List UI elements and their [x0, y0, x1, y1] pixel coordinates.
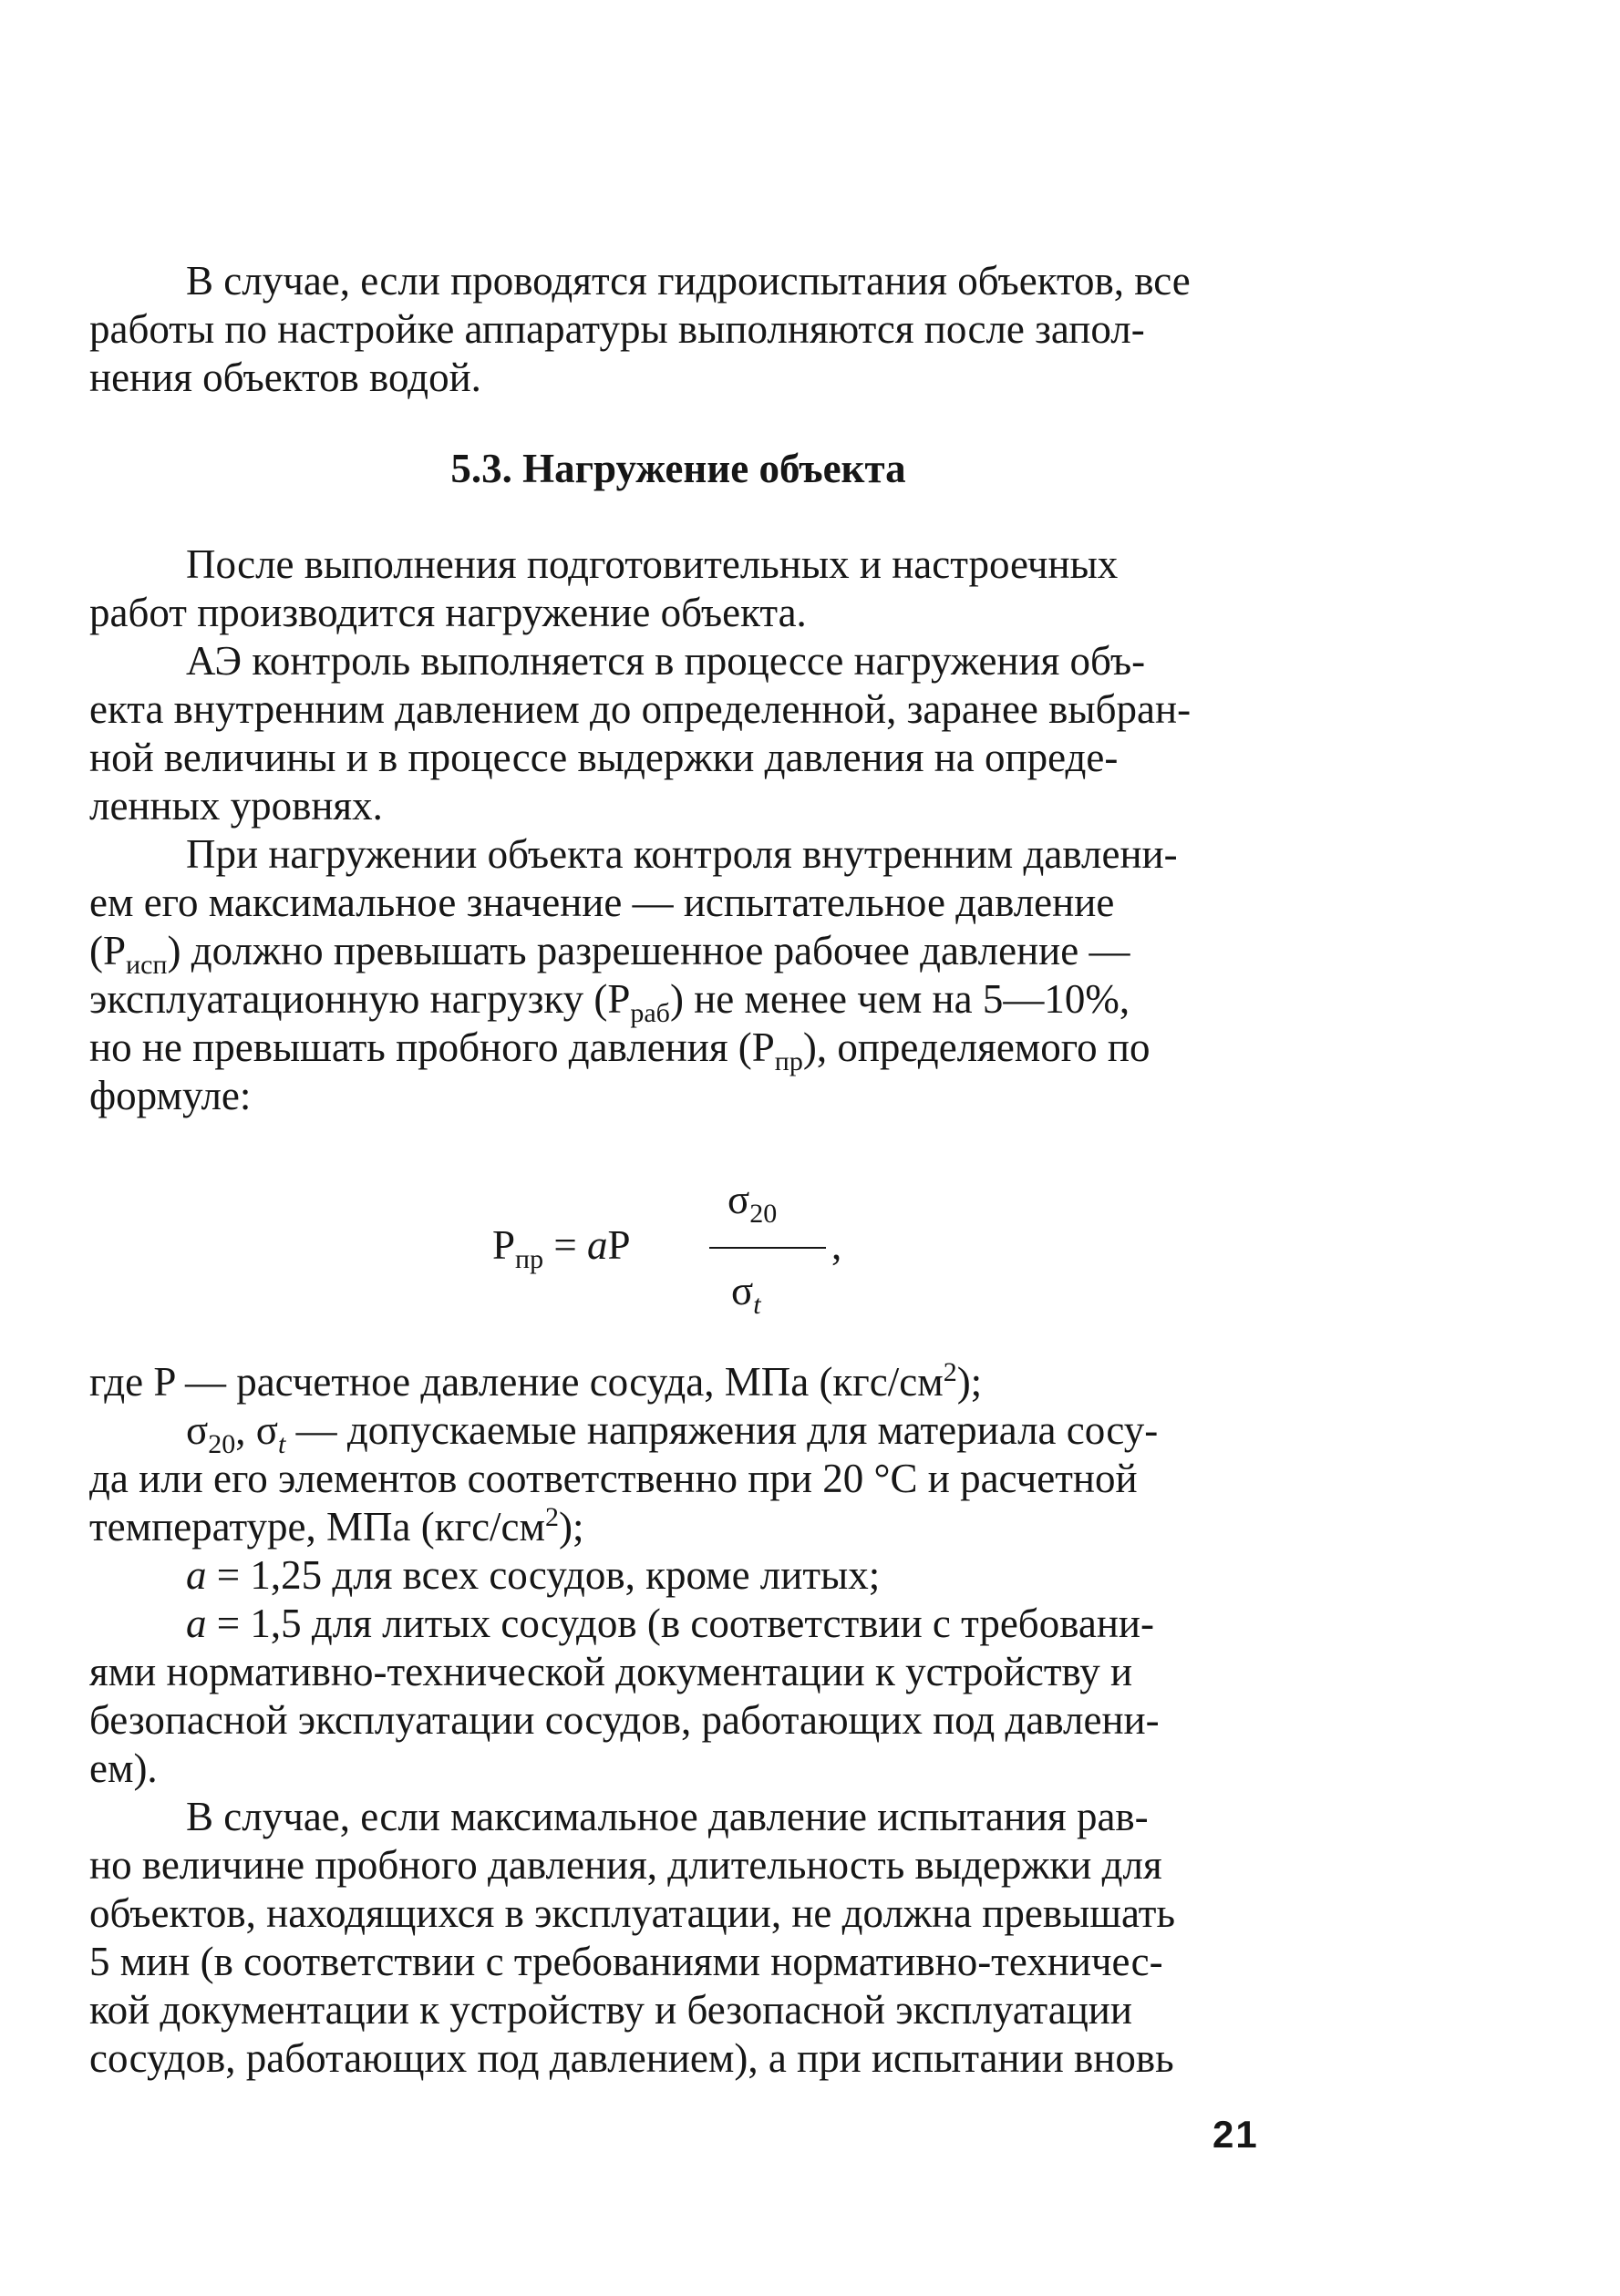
subscript: 20: [749, 1199, 778, 1229]
sigma-symbol: σ: [186, 1407, 209, 1453]
text-run: );: [956, 1359, 983, 1405]
subscript: пр: [774, 1046, 803, 1076]
text-run: эксплуатационную нагрузку (P: [89, 976, 631, 1022]
formula-numerator: [727, 1176, 778, 1229]
paragraph: [89, 541, 1267, 637]
section-heading: 5.3. Нагружение объекта: [450, 446, 906, 491]
text-line: ем).: [89, 1745, 158, 1791]
page-number: 21: [1212, 2113, 1259, 2156]
text-line: да или его элементов соответственно при 20 °C и расчетной: [89, 1456, 1138, 1501]
definition: [89, 1600, 1267, 1793]
sigma-symbol: σ: [727, 1177, 750, 1222]
sigma-symbol: σ: [731, 1268, 754, 1313]
text-line: кой документации к устройству и безопасной эксплуатации: [89, 1987, 1132, 2033]
text-line: ленных уровнях.: [89, 783, 383, 829]
paragraph: [89, 830, 1267, 1120]
text-run: );: [559, 1504, 584, 1550]
formula-symbol: P: [607, 1222, 631, 1268]
text-run: ), определяемого по: [802, 1024, 1151, 1070]
text-line: екта внутренним давлением до определенной, заранее выбран-: [89, 686, 1192, 732]
text-run: ) не менее чем на 5—10%,: [669, 976, 1130, 1022]
subscript: t: [753, 1290, 761, 1320]
text-line: После выполнения подготовительных и настроечных: [186, 541, 1119, 587]
variable: a: [186, 1601, 207, 1646]
sigma-symbol: σ: [255, 1407, 279, 1453]
text-run: = 1,25 для всех сосудов, кроме литых;: [206, 1552, 881, 1598]
text-line: В случае, если проводятся гидроиспытания объектов, все: [186, 258, 1191, 304]
fraction-bar: [709, 1247, 826, 1249]
test-pressure-formula: [492, 1176, 948, 1331]
text-run: где P — расчетное давление сосуда, МПа (кгс/см: [89, 1359, 944, 1405]
subscript: пр: [515, 1244, 544, 1274]
formula-coefficient: a: [586, 1222, 608, 1268]
text-line: безопасной эксплуатации сосудов, работающих под давлени-: [89, 1697, 1160, 1743]
text-line: работ производится нагружение объекта.: [89, 590, 807, 635]
definition: [89, 1406, 1267, 1551]
text-line: ной величины и в процессе выдержки давления на опреде-: [89, 735, 1119, 780]
intro-paragraph: [89, 257, 1267, 402]
text-line: [186, 1407, 1159, 1459]
text-run: но не превышать пробного давления (P: [89, 1024, 775, 1070]
text-line: объектов, находящихся в эксплуатации, не должна превышать: [89, 1890, 1175, 1936]
paragraph: [89, 1793, 1267, 2083]
text-run: ,: [235, 1407, 256, 1453]
superscript: 2: [943, 1357, 957, 1387]
paragraph: [89, 637, 1267, 830]
formula-definitions: [89, 1358, 1267, 2083]
text-line: [89, 1359, 982, 1405]
text-run: ) должно превышать разрешенное рабочее давление —: [167, 928, 1130, 973]
subscript: раб: [630, 998, 670, 1028]
text-line: работы по настройке аппаратуры выполняются после запол-: [89, 306, 1145, 352]
formula-denominator: [731, 1267, 761, 1320]
definition: [89, 1551, 1267, 1600]
variable: a: [186, 1552, 207, 1598]
text-line: 5 мин (в соответствии с требованиями нормативно-техничес-: [89, 1939, 1163, 1984]
formula-lhs: [492, 1221, 631, 1274]
text-line: АЭ контроль выполняется в процессе нагружения объ-: [186, 638, 1146, 684]
text-line: [186, 1601, 1154, 1646]
text-run: — допускаемые напряжения для материала сосу-: [285, 1407, 1159, 1453]
subscript: t: [278, 1429, 286, 1459]
superscript: 2: [545, 1502, 559, 1532]
text-line: формуле:: [89, 1073, 252, 1118]
text-line: [186, 1552, 880, 1598]
text-line: но величине пробного давления, длительность выдержки для: [89, 1842, 1162, 1888]
text-line: [89, 1024, 1151, 1076]
definition: [89, 1358, 1267, 1406]
text-line: нения объектов водой.: [89, 355, 481, 400]
text-line: ем его максимальное значение — испытательное давление: [89, 880, 1115, 925]
text-line: [89, 1504, 584, 1550]
text-line: сосудов, работающих под давлением), а при испытании вновь: [89, 2035, 1174, 2081]
text-line: В случае, если максимальное давление испытания рав-: [186, 1794, 1149, 1839]
text-line: ями нормативно-технической документации к устройству и: [89, 1649, 1133, 1694]
text-line: [89, 928, 1130, 980]
subscript: исп: [126, 950, 168, 980]
text-run: = 1,5 для литых сосудов (в соответствии с требовани-: [206, 1601, 1154, 1646]
text-line: При нагружении объекта контроля внутренним давлени-: [186, 831, 1178, 877]
formula-comma: ,: [831, 1222, 842, 1268]
text-line: [89, 976, 1130, 1028]
equals-sign: =: [543, 1222, 587, 1268]
body-text: [89, 541, 1267, 1120]
subscript: 20: [208, 1429, 236, 1459]
text-run: (P: [89, 928, 127, 973]
formula-symbol: P: [492, 1222, 516, 1268]
text-run: температуре, МПа (кгс/см: [89, 1504, 545, 1550]
